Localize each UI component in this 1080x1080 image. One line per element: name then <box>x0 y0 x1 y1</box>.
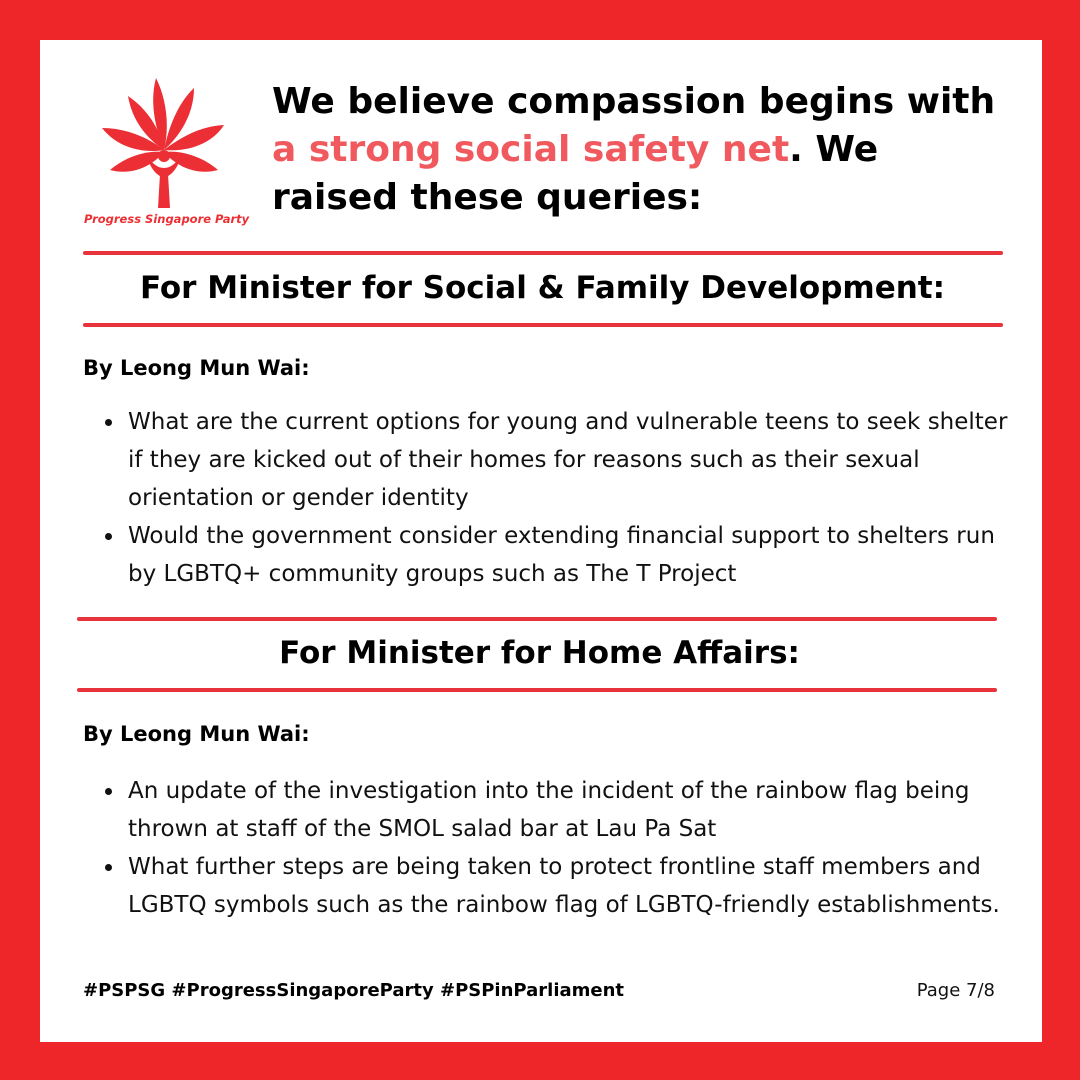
page-number: Page 7/8 <box>916 980 995 1001</box>
query-list <box>83 403 1008 593</box>
bullet-icon <box>105 419 112 426</box>
section-divider-top <box>83 251 1003 255</box>
hashtags: #PSPSG #ProgressSingaporeParty #PSPinParliament <box>83 980 625 1001</box>
byline: By Leong Mun Wai: <box>83 722 310 746</box>
bullet-icon <box>105 788 112 795</box>
bullet-icon <box>105 533 112 540</box>
byline: By Leong Mun Wai: <box>83 356 310 380</box>
section-divider-top <box>77 617 997 621</box>
headline-accent: a strong social safety net <box>272 129 790 170</box>
list-item-text: An update of the investigation into the incident of the rainbow flag being thrown at staff of the SMOL salad bar at Lau Pa Sat <box>128 778 970 842</box>
list-item <box>83 848 1008 924</box>
palm-tree-person-icon <box>84 70 244 210</box>
headline <box>272 78 1012 222</box>
bullet-icon <box>105 864 112 871</box>
headline-text-end: . We raised these queries: <box>272 129 879 218</box>
list-item <box>83 403 1008 517</box>
headline-text: We believe compassion begins with <box>272 81 996 122</box>
query-list <box>83 772 1008 924</box>
section-heading-msf: For Minister for Social & Family Development: <box>139 270 946 306</box>
logo-caption: Progress Singapore Party <box>84 212 250 226</box>
section-divider-bottom <box>77 688 997 692</box>
post-card <box>40 40 1042 1042</box>
party-logo <box>84 70 250 232</box>
list-item <box>83 517 1008 593</box>
list-item-text: Would the government consider extending financial support to shelters run by LGBTQ+ community groups such as The T Project <box>128 523 995 587</box>
list-item <box>83 772 1008 848</box>
list-item-text: What are the current options for young and vulnerable teens to seek shelter if they are kicked out of their homes for reasons such as their sexual orientation or gender identity <box>128 409 1008 511</box>
section-heading-mha: For Minister for Home Affairs: <box>279 635 800 671</box>
section-divider-bottom <box>83 323 1003 327</box>
list-item-text: What further steps are being taken to protect frontline staff members and LGBTQ symbols such as the rainbow flag of LGBTQ-friendly establishments. <box>128 854 1000 918</box>
